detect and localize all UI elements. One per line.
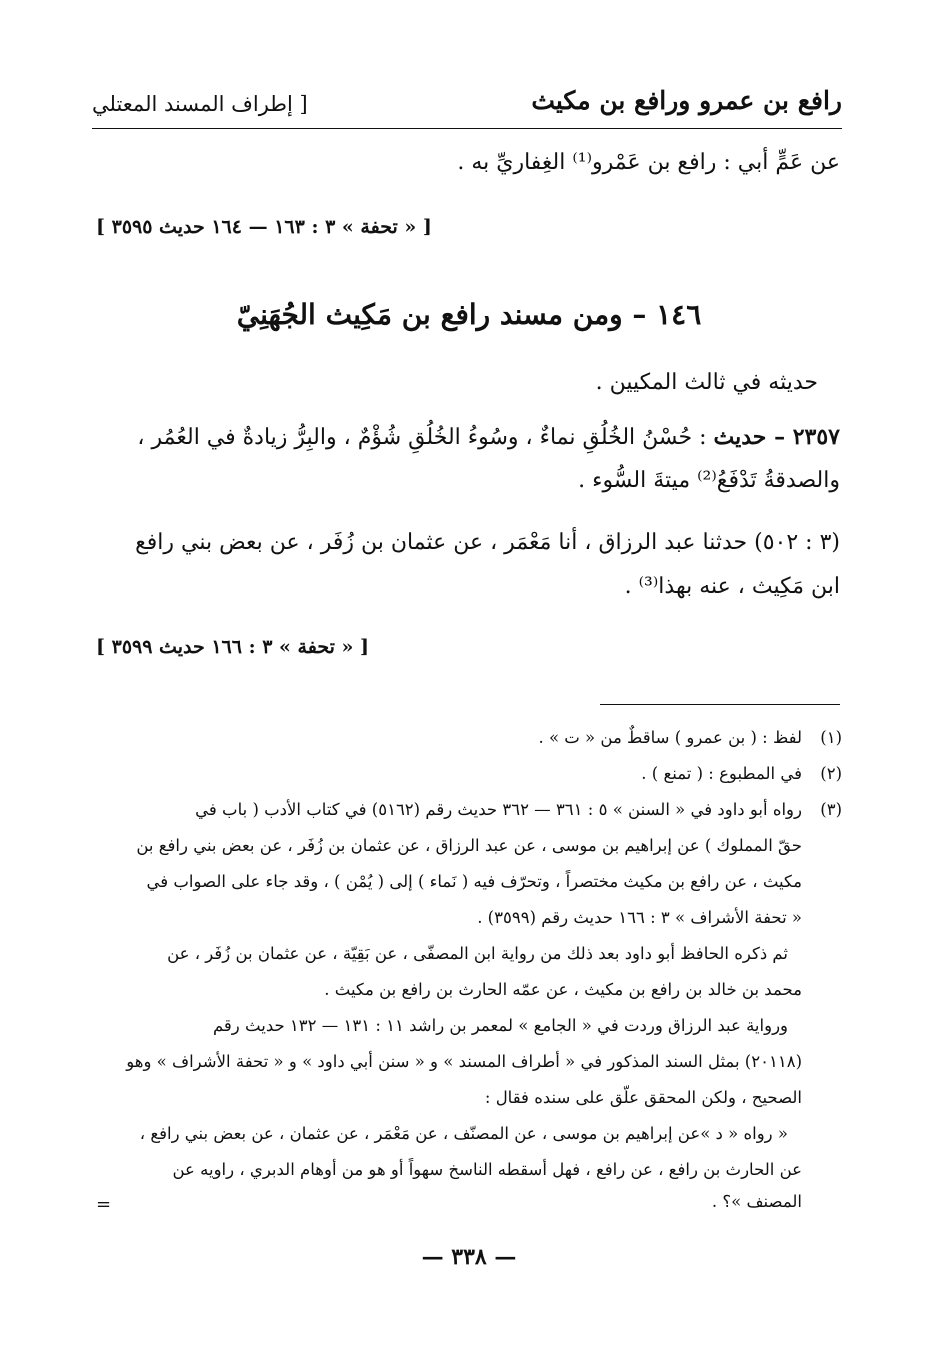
footnote-para-4-line-2: عن الحارث بن رافع ، عن رافع ، فهل أسقطه الناسخ سهواً أو هو من أوهام الدبري ، راويه عن [172,1160,802,1179]
footnote-para-3-line-3: الصحيح ، ولكن المحقق علّق على سنده فقال : [484,1088,802,1107]
footnote-divider [600,704,840,705]
footnote-para-2-line-1: ثم ذكره الحافظ أبو داود بعد ذلك من رواية ابن المصفّى ، عن بَقِيّة ، عن عثمان بن زُفَر ، عن [167,944,788,963]
footnote-para-3-line-2: (٢٠١١٨) بمثل السند المذكور في « أطراف المسند » و « سنن أبي داود » و « تحفة الأشراف » وهو [126,1052,802,1071]
hadith-text-line-2: والصدقةُ تَدْفَعُ⁽²⁾ ميتةَ السُّوء . [578,468,840,493]
footnote-1: لفظ : ( بن عمرو ) ساقطٌ من « ت » . [538,728,802,747]
footnote-number-2: (٢) [820,764,842,783]
text-line-1: عن عَمٍّ أبي : رافع بن عَمْرو⁽¹⁾ الغِفاريِّ به . [457,150,840,175]
section-intro: حديثه في ثالث المكيين . [595,370,818,395]
footnote-para-4-line-3: المصنف »؟ . [711,1192,802,1211]
header-divider [92,128,842,129]
footnote-para-4-line-1: « رواه « د »عن إبراهيم بن موسى ، عن المصنّف ، عن مَعْمَر ، عن عثمان ، عن بعض بني رافع ، [139,1124,788,1143]
hadith-number: ٢٣٥٧ – حديث [713,424,840,450]
footnote-para-2-line-2: محمد بن خالد بن رافع بن مكيث ، عن عمّه الحارث بن رافع بن مكيث . [324,980,802,999]
footnote-2: في المطبوع : ( تمنع ) . [641,764,802,783]
footnote-3-line-4: « تحفة الأشراف » ٣ : ١٦٦ حديث رقم (٣٥٩٩) . [477,908,802,927]
hadith-text: : حُسْنُ الخُلُقِ نماءٌ ، وسُوءُ الخُلُقِ شُؤْمٌ ، والبِرُّ زيادةٌ في العُمُر ، [137,425,707,450]
footnote-number-3: (٣) [820,800,842,819]
footnote-3-line-1: رواه أبو داود في « السنن » ٥ : ٣٦١ — ٣٦٢ حديث رقم (٥١٦٢) في كتاب الأدب ( باب في [195,800,802,819]
footnote-number-1: (١) [820,728,842,747]
reference-tuhfa-2: [ « تحفة » ٣ : ١٦٦ حديث ٣٥٩٩ ] [96,636,369,658]
reference-tuhfa-1: [ « تحفة » ٣ : ١٦٣ — ١٦٤ حديث ٣٥٩٥ ] [96,216,432,238]
running-header-title: رافع بن عمرو ورافع بن مكيث [531,86,842,115]
isnad-line-1: (٣ : ٥٠٢) حدثنا عبد الرزاق ، أنا مَعْمَر ، عن عثمان بن زُفَر ، عن بعض بني رافع [135,530,840,555]
footnote-para-3-line-1: ورواية عبد الرزاق وردت في « الجامع » لمعمر بن راشد ١١ : ١٣١ — ١٣٢ حديث رقم [212,1016,788,1035]
page-number: — ٣٣٨ — [421,1244,517,1270]
continuation-mark: = [96,1194,112,1215]
section-title: ١٤٦ – ومن مسند رافع بن مَكِيث الجُهَنِيّ [236,298,702,331]
footnote-3-line-2: حقّ المملوك ) عن إبراهيم بن موسى ، عن عبد الرزاق ، عن عثمان بن زُفَر ، عن بعض بني رافع بن [136,836,802,855]
running-header-book: [ إطراف المسند المعتلي [92,92,308,116]
hadith-text-line-1 [137,424,840,450]
isnad-line-2: ابن مَكِيث ، عنه بهذا⁽³⁾ . [624,574,840,599]
footnote-3-line-3: مكيث ، عن رافع بن مكيث مختصراً ، وتحرّف فيه ( نَماء ) إلى ( يُمْن ) ، وقد جاء على الصواب في [146,872,802,891]
